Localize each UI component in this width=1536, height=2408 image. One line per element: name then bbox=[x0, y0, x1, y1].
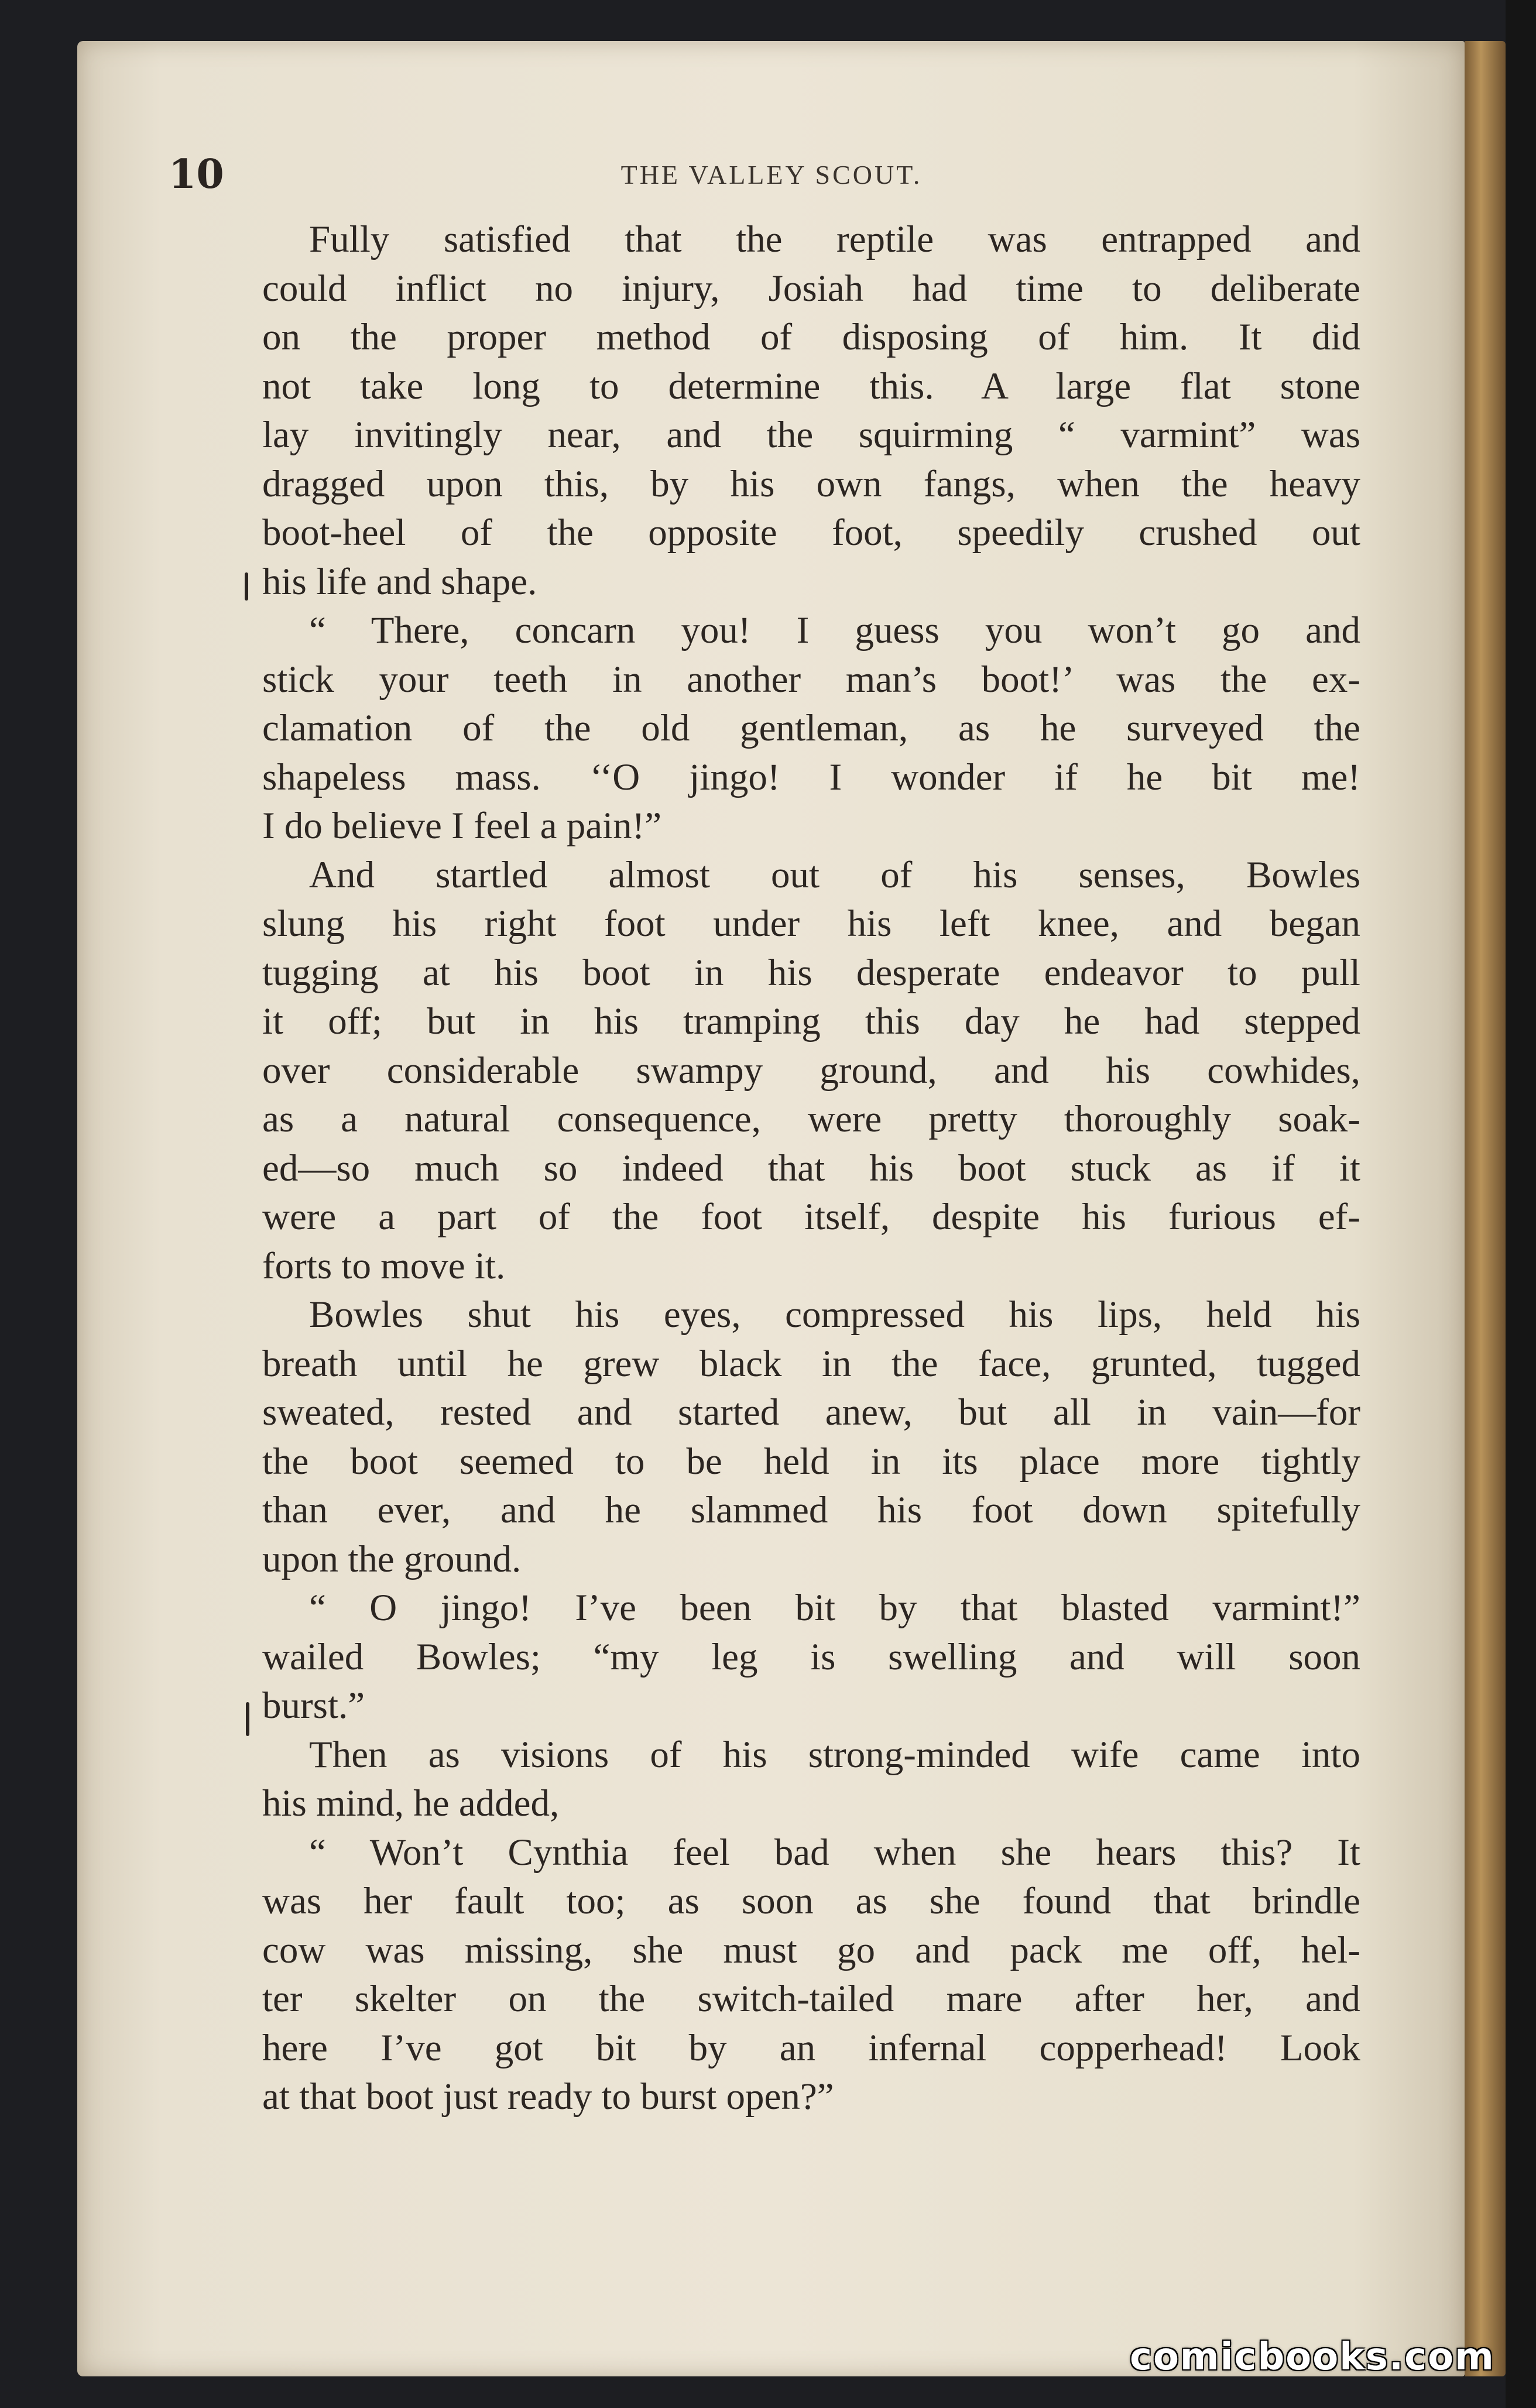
text-line: wailed Bowles; “my leg is swelling and will soon bbox=[262, 1635, 1360, 1678]
text-line: ter skelter on the switch-tailed mare after her, and bbox=[262, 1978, 1360, 2020]
text-line: here I’ve got bit by an infernal copperhead! Look bbox=[262, 2026, 1360, 2069]
text-line: burst.” bbox=[262, 1685, 365, 1727]
book-spine-edge bbox=[1465, 41, 1506, 2376]
text-line: And startled almost out of his senses, Bowles bbox=[309, 853, 1360, 896]
text-line: his mind, he added, bbox=[262, 1782, 560, 1824]
text-line: shapeless mass. ‘‘O jingo! I wonder if he bit me! bbox=[262, 756, 1360, 798]
background-edge bbox=[1506, 0, 1536, 2408]
text-line: upon the ground. bbox=[262, 1538, 522, 1580]
text-line: the boot seemed to be held in its place more tightly bbox=[262, 1440, 1360, 1483]
text-line: as a natural consequence, were pretty thoroughly soak- bbox=[262, 1098, 1360, 1140]
text-line: sweated, rested and started anew, but all in vain—for bbox=[262, 1391, 1360, 1433]
text-line: could inflict no injury, Josiah had time to deliberate bbox=[262, 267, 1360, 310]
text-line: Bowles shut his eyes, compressed his lips, held his bbox=[309, 1294, 1360, 1336]
text-line: tugging at his boot in his desperate endeavor to pull bbox=[262, 951, 1360, 994]
text-line: on the proper method of disposing of him. It did bbox=[262, 316, 1360, 358]
text-line: over considerable swampy ground, and his cowhides, bbox=[262, 1049, 1360, 1092]
text-line: “ There, concarn you! I guess you won’t go and bbox=[309, 609, 1360, 651]
text-line: his life and shape. bbox=[262, 560, 537, 603]
text-line: “ O jingo! I’ve been bit by that blasted varmint!” bbox=[309, 1587, 1360, 1629]
running-title: THE VALLEY SCOUT. bbox=[620, 160, 923, 190]
text-line: it off; but in his tramping this day he had stepped bbox=[262, 1000, 1360, 1042]
text-line: Then as visions of his strong-minded wife came into bbox=[309, 1733, 1360, 1776]
text-line: slung his right foot under his left knee, and began bbox=[262, 903, 1360, 945]
text-line: cow was missing, she must go and pack me off, hel- bbox=[262, 1929, 1360, 1971]
text-line: ed—so much so indeed that his boot stuck as if it bbox=[262, 1147, 1360, 1189]
text-line: forts to move it. bbox=[262, 1244, 506, 1287]
text-line: Fully satisfied that the reptile was entrapped and bbox=[309, 218, 1360, 260]
text-line: not take long to determine this. A large flat stone bbox=[262, 365, 1360, 407]
text-line: stick your teeth in another man’s boot!’ was the ex- bbox=[262, 658, 1360, 701]
text-line: dragged upon this, by his own fangs, when the heavy bbox=[262, 462, 1360, 505]
margin-mark bbox=[246, 1702, 249, 1736]
page-header bbox=[169, 151, 1374, 198]
watermark: comicbooks.com bbox=[1130, 2335, 1495, 2379]
margin-mark bbox=[245, 572, 248, 601]
text-line: I do believe I feel a pain!” bbox=[262, 805, 662, 847]
text-line: clamation of the old gentleman, as he surveyed the bbox=[262, 707, 1360, 749]
text-line: at that boot just ready to burst open?” bbox=[262, 2076, 834, 2118]
text-line: were a part of the foot itself, despite his furious ef- bbox=[262, 1196, 1360, 1238]
text-line: “ Won’t Cynthia feel bad when she hears this? It bbox=[309, 1831, 1360, 1874]
text-line: breath until he grew black in the face, grunted, tugged bbox=[262, 1342, 1360, 1385]
text-line: than ever, and he slammed his foot down spitefully bbox=[262, 1489, 1360, 1531]
text-line: boot-heel of the opposite foot, speedily crushed out bbox=[262, 512, 1360, 554]
body-text bbox=[262, 215, 1360, 2122]
text-line: was her fault too; as soon as she found that brindle bbox=[262, 1880, 1360, 1922]
page-number: 10 bbox=[169, 151, 224, 198]
text-line: lay invitingly near, and the squirming “ varmint” was bbox=[262, 414, 1360, 456]
